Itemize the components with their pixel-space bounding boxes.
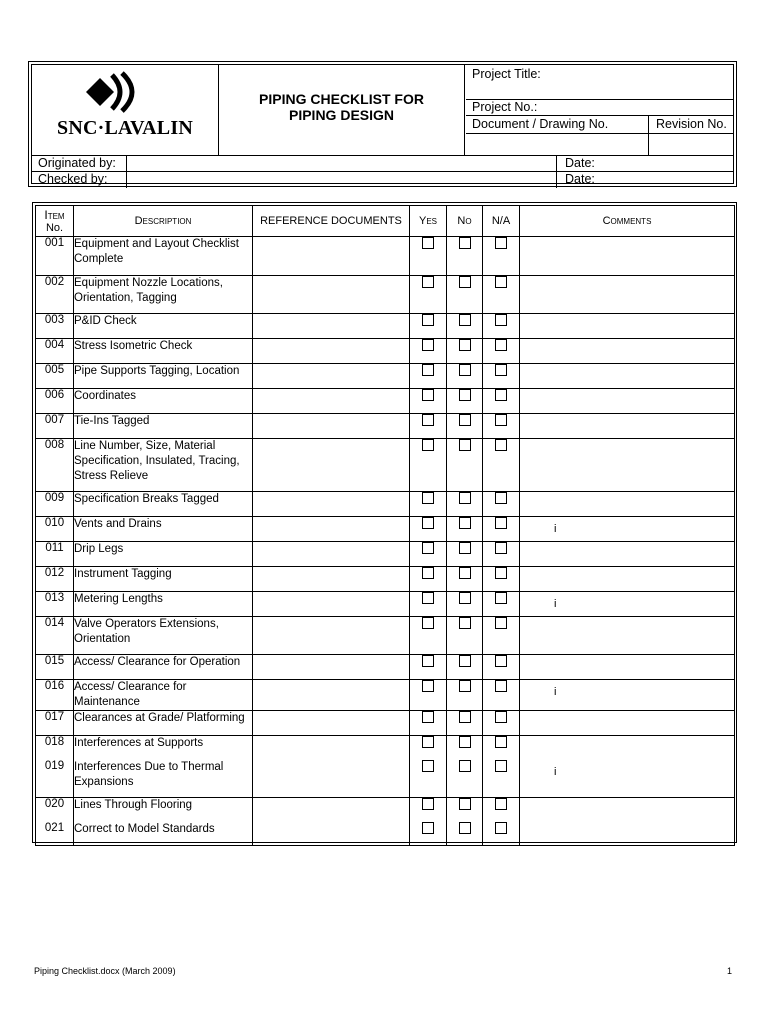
yes-cell: [410, 492, 447, 517]
no-cell: [447, 492, 483, 517]
logo-cell: [32, 65, 219, 155]
comments-cell[interactable]: [520, 736, 735, 760]
na-cell: [483, 517, 520, 542]
comments-cell[interactable]: [520, 314, 735, 339]
yes-checkbox[interactable]: [422, 542, 434, 554]
comments-cell[interactable]: [520, 798, 735, 822]
no-cell: [447, 592, 483, 617]
reference-documents-cell[interactable]: [253, 760, 410, 798]
item-number: 003: [36, 314, 74, 339]
item-description: Tie-Ins Tagged: [74, 414, 253, 439]
yes-cell: [410, 389, 447, 414]
no-cell: [447, 276, 483, 314]
na-checkbox[interactable]: [495, 414, 507, 426]
no-cell: [447, 760, 483, 798]
comments-cell[interactable]: [520, 439, 735, 492]
item-number: 009: [36, 492, 74, 517]
na-cell: [483, 542, 520, 567]
checklist-row: [36, 492, 735, 517]
item-number: 006: [36, 389, 74, 414]
comments-cell[interactable]: [520, 680, 735, 711]
item-description: P&ID Check: [74, 314, 253, 339]
item-number: 002: [36, 276, 74, 314]
comment-mark: i: [554, 686, 557, 698]
item-number: 013: [36, 592, 74, 617]
yes-cell: [410, 680, 447, 711]
comment-mark: i: [554, 598, 557, 610]
item-number: 010: [36, 517, 74, 542]
na-checkbox[interactable]: [495, 276, 507, 288]
reference-documents-cell[interactable]: [253, 339, 410, 364]
project-title-field[interactable]: [466, 65, 733, 100]
no-checkbox[interactable]: [459, 492, 471, 504]
checklist-row: [36, 567, 735, 592]
reference-documents-cell[interactable]: [253, 314, 410, 339]
no-checkbox[interactable]: [459, 517, 471, 529]
col-reference-documents: REFERENCE DOCUMENTS: [253, 206, 410, 237]
na-cell: [483, 711, 520, 736]
no-cell: [447, 655, 483, 680]
comment-mark: i: [554, 523, 557, 535]
no-cell: [447, 314, 483, 339]
no-cell: [447, 414, 483, 439]
item-number: 016: [36, 680, 74, 711]
item-number: 017: [36, 711, 74, 736]
item-description: Drip Legs: [74, 542, 253, 567]
na-cell: [483, 414, 520, 439]
snc-lavalin-logo-icon: [84, 71, 148, 113]
na-cell: [483, 237, 520, 276]
na-checkbox[interactable]: [495, 655, 507, 667]
originated-by-row[interactable]: [32, 155, 733, 172]
yes-checkbox[interactable]: [422, 617, 434, 629]
reference-documents-cell[interactable]: [253, 798, 410, 822]
checklist-row: [36, 364, 735, 389]
item-description: Access/ Clearance for Operation: [74, 655, 253, 680]
yes-checkbox[interactable]: [422, 592, 434, 604]
yes-cell: [410, 314, 447, 339]
no-cell: [447, 736, 483, 760]
item-description: Interferences at Supports: [74, 736, 253, 760]
yes-cell: [410, 655, 447, 680]
checklist-body: [36, 237, 735, 846]
na-cell: [483, 760, 520, 798]
no-checkbox[interactable]: [459, 339, 471, 351]
yes-checkbox[interactable]: [422, 736, 434, 748]
no-cell: [447, 364, 483, 389]
no-cell: [447, 237, 483, 276]
yes-checkbox[interactable]: [422, 798, 434, 810]
item-number: 020: [36, 798, 74, 822]
no-checkbox[interactable]: [459, 822, 471, 834]
yes-cell: [410, 517, 447, 542]
yes-checkbox[interactable]: [422, 760, 434, 772]
yes-cell: [410, 617, 447, 655]
page-number: 1: [727, 966, 733, 976]
na-checkbox[interactable]: [495, 711, 507, 723]
yes-checkbox[interactable]: [422, 680, 434, 692]
item-number: 018: [36, 736, 74, 760]
yes-checkbox[interactable]: [422, 567, 434, 579]
item-description: Equipment and Layout Checklist Complete: [74, 237, 253, 276]
col-no: No: [447, 206, 483, 237]
project-no-field[interactable]: [466, 100, 733, 116]
na-cell: [483, 439, 520, 492]
no-checkbox[interactable]: [459, 617, 471, 629]
no-checkbox[interactable]: [459, 276, 471, 288]
na-checkbox[interactable]: [495, 439, 507, 451]
item-description: Metering Lengths: [74, 592, 253, 617]
no-checkbox[interactable]: [459, 567, 471, 579]
no-cell: [447, 711, 483, 736]
reference-documents-cell[interactable]: [253, 680, 410, 711]
checklist-row: [36, 542, 735, 567]
na-cell: [483, 276, 520, 314]
reference-documents-cell[interactable]: [253, 617, 410, 655]
yes-checkbox[interactable]: [422, 414, 434, 426]
yes-checkbox[interactable]: [422, 389, 434, 401]
reference-documents-cell[interactable]: [253, 822, 410, 846]
reference-documents-cell[interactable]: [253, 414, 410, 439]
checklist-row: [36, 237, 735, 276]
checklist-row: [36, 314, 735, 339]
yes-cell: [410, 822, 447, 846]
checklist-row: [36, 517, 735, 542]
na-checkbox[interactable]: [495, 389, 507, 401]
reference-documents-cell[interactable]: [253, 711, 410, 736]
document-no-field[interactable]: [466, 116, 733, 134]
reference-documents-cell[interactable]: [253, 237, 410, 276]
comments-cell[interactable]: [520, 517, 735, 542]
originated-date-label: Date:: [565, 156, 595, 170]
na-cell: [483, 492, 520, 517]
yes-cell: [410, 736, 447, 760]
checklist-table-frame: [32, 202, 737, 843]
item-description: Equipment Nozzle Locations, Orientation, Tagging: [74, 276, 253, 314]
yes-checkbox[interactable]: [422, 655, 434, 667]
yes-cell: [410, 439, 447, 492]
na-checkbox[interactable]: [495, 314, 507, 326]
yes-cell: [410, 760, 447, 798]
no-checkbox[interactable]: [459, 364, 471, 376]
col-comments: Comments: [520, 206, 735, 237]
na-checkbox[interactable]: [495, 567, 507, 579]
no-cell: [447, 389, 483, 414]
document-no-label: Document / Drawing No.: [472, 117, 609, 131]
no-cell: [447, 798, 483, 822]
comments-cell[interactable]: [520, 414, 735, 439]
na-checkbox[interactable]: [495, 517, 507, 529]
no-cell: [447, 567, 483, 592]
checklist-row: [36, 798, 735, 822]
project-no-label: Project No.:: [472, 100, 538, 114]
item-description: Coordinates: [74, 389, 253, 414]
col-yes: Yes: [410, 206, 447, 237]
comments-cell[interactable]: [520, 655, 735, 680]
comments-cell[interactable]: [520, 760, 735, 798]
item-description: Stress Isometric Check: [74, 339, 253, 364]
no-checkbox[interactable]: [459, 680, 471, 692]
na-cell: [483, 364, 520, 389]
na-cell: [483, 655, 520, 680]
yes-cell: [410, 414, 447, 439]
col-na: N/A: [483, 206, 520, 237]
checklist-row: [36, 592, 735, 617]
no-cell: [447, 822, 483, 846]
na-cell: [483, 389, 520, 414]
checklist-row: [36, 736, 735, 760]
comments-cell[interactable]: [520, 364, 735, 389]
reference-documents-cell[interactable]: [253, 276, 410, 314]
checked-by-row[interactable]: [32, 171, 733, 188]
item-number: 011: [36, 542, 74, 567]
na-checkbox[interactable]: [495, 339, 507, 351]
item-description: Pipe Supports Tagging, Location: [74, 364, 253, 389]
yes-cell: [410, 542, 447, 567]
comments-cell[interactable]: [520, 592, 735, 617]
no-checkbox[interactable]: [459, 237, 471, 249]
yes-checkbox[interactable]: [422, 439, 434, 451]
item-description: Line Number, Size, Material Specification, Insulated, Tracing, Stress Relieve: [74, 439, 253, 492]
na-cell: [483, 314, 520, 339]
yes-cell: [410, 798, 447, 822]
checklist-row: [36, 760, 735, 798]
comments-cell[interactable]: [520, 389, 735, 414]
item-number: 005: [36, 364, 74, 389]
item-description: Access/ Clearance for Maintenance: [74, 680, 253, 711]
yes-checkbox[interactable]: [422, 364, 434, 376]
title-line-2: PIPING DESIGN: [288, 107, 395, 123]
no-checkbox[interactable]: [459, 760, 471, 772]
na-cell: [483, 680, 520, 711]
checklist-row: [36, 276, 735, 314]
no-cell: [447, 339, 483, 364]
comments-cell[interactable]: [520, 276, 735, 314]
na-checkbox[interactable]: [495, 592, 507, 604]
reference-documents-cell[interactable]: [253, 567, 410, 592]
reference-documents-cell[interactable]: [253, 592, 410, 617]
item-number: 012: [36, 567, 74, 592]
title-line-1: PIPING CHECKLIST FOR: [259, 91, 424, 107]
na-checkbox[interactable]: [495, 364, 507, 376]
yes-cell: [410, 711, 447, 736]
reference-documents-cell[interactable]: [253, 492, 410, 517]
no-cell: [447, 517, 483, 542]
na-checkbox[interactable]: [495, 680, 507, 692]
na-checkbox[interactable]: [495, 542, 507, 554]
reference-documents-cell[interactable]: [253, 439, 410, 492]
checklist-row: [36, 711, 735, 736]
item-description: Clearances at Grade/ Platforming: [74, 711, 253, 736]
yes-checkbox[interactable]: [422, 237, 434, 249]
item-description: Lines Through Flooring: [74, 798, 253, 822]
yes-cell: [410, 339, 447, 364]
col-item-no: Item No.: [36, 206, 74, 237]
checklist-row: [36, 822, 735, 846]
no-checkbox[interactable]: [459, 736, 471, 748]
na-cell: [483, 736, 520, 760]
comments-cell[interactable]: [520, 237, 735, 276]
item-description: Correct to Model Standards: [74, 822, 253, 846]
col-description: Description: [74, 206, 253, 237]
na-cell: [483, 798, 520, 822]
yes-cell: [410, 567, 447, 592]
yes-cell: [410, 276, 447, 314]
no-checkbox[interactable]: [459, 439, 471, 451]
na-checkbox[interactable]: [495, 492, 507, 504]
header-block: [28, 61, 737, 187]
comments-cell[interactable]: [520, 542, 735, 567]
na-checkbox[interactable]: [495, 822, 507, 834]
reference-documents-cell[interactable]: [253, 389, 410, 414]
na-checkbox[interactable]: [495, 237, 507, 249]
na-cell: [483, 617, 520, 655]
item-number: 021: [36, 822, 74, 846]
no-checkbox[interactable]: [459, 314, 471, 326]
checked-by-label: Checked by:: [38, 172, 108, 186]
yes-cell: [410, 364, 447, 389]
checklist-row: [36, 414, 735, 439]
comments-cell[interactable]: [520, 822, 735, 846]
no-checkbox[interactable]: [459, 414, 471, 426]
item-description: Instrument Tagging: [74, 567, 253, 592]
no-cell: [447, 680, 483, 711]
comments-cell[interactable]: [520, 617, 735, 655]
yes-checkbox[interactable]: [422, 339, 434, 351]
comments-cell[interactable]: [520, 339, 735, 364]
checklist-row: [36, 680, 735, 711]
originated-by-label: Originated by:: [38, 156, 116, 170]
na-checkbox[interactable]: [495, 798, 507, 810]
item-description: Interferences Due to Thermal Expansions: [74, 760, 253, 798]
no-cell: [447, 439, 483, 492]
checklist-table: [35, 205, 735, 846]
item-number: 001: [36, 237, 74, 276]
reference-documents-cell[interactable]: [253, 364, 410, 389]
yes-checkbox[interactable]: [422, 314, 434, 326]
checklist-row: [36, 655, 735, 680]
na-checkbox[interactable]: [495, 736, 507, 748]
yes-cell: [410, 592, 447, 617]
item-description: Vents and Drains: [74, 517, 253, 542]
checked-date-label: Date:: [565, 172, 595, 186]
item-number: 008: [36, 439, 74, 492]
comments-cell[interactable]: [520, 711, 735, 736]
checklist-row: [36, 439, 735, 492]
item-number: 014: [36, 617, 74, 655]
no-checkbox[interactable]: [459, 655, 471, 667]
yes-checkbox[interactable]: [422, 711, 434, 723]
footer-filename: Piping Checklist.docx (March 2009): [34, 966, 176, 976]
item-number: 015: [36, 655, 74, 680]
yes-checkbox[interactable]: [422, 517, 434, 529]
item-number: 004: [36, 339, 74, 364]
yes-checkbox[interactable]: [422, 276, 434, 288]
yes-cell: [410, 237, 447, 276]
na-cell: [483, 339, 520, 364]
item-description: Specification Breaks Tagged: [74, 492, 253, 517]
comments-cell[interactable]: [520, 567, 735, 592]
project-info: [466, 65, 733, 155]
no-checkbox[interactable]: [459, 798, 471, 810]
no-cell: [447, 542, 483, 567]
comments-cell[interactable]: [520, 492, 735, 517]
na-cell: [483, 567, 520, 592]
reference-documents-cell[interactable]: [253, 736, 410, 760]
revision-no-label: Revision No.: [656, 117, 727, 131]
reference-documents-cell[interactable]: [253, 542, 410, 567]
checklist-row: [36, 339, 735, 364]
no-cell: [447, 617, 483, 655]
no-checkbox[interactable]: [459, 711, 471, 723]
checklist-row: [36, 389, 735, 414]
na-checkbox[interactable]: [495, 760, 507, 772]
na-checkbox[interactable]: [495, 617, 507, 629]
no-checkbox[interactable]: [459, 592, 471, 604]
no-checkbox[interactable]: [459, 542, 471, 554]
yes-checkbox[interactable]: [422, 822, 434, 834]
yes-checkbox[interactable]: [422, 492, 434, 504]
document-title: [219, 65, 465, 155]
checklist-row: [36, 617, 735, 655]
item-description: Valve Operators Extensions, Orientation: [74, 617, 253, 655]
project-title-label: Project Title:: [472, 67, 541, 81]
reference-documents-cell[interactable]: [253, 655, 410, 680]
na-cell: [483, 822, 520, 846]
comment-mark: i: [554, 765, 557, 778]
item-number: 019: [36, 760, 74, 798]
na-cell: [483, 592, 520, 617]
item-number: 007: [36, 414, 74, 439]
no-checkbox[interactable]: [459, 389, 471, 401]
reference-documents-cell[interactable]: [253, 517, 410, 542]
logo-text: SNC·LAVALIN: [57, 117, 193, 139]
